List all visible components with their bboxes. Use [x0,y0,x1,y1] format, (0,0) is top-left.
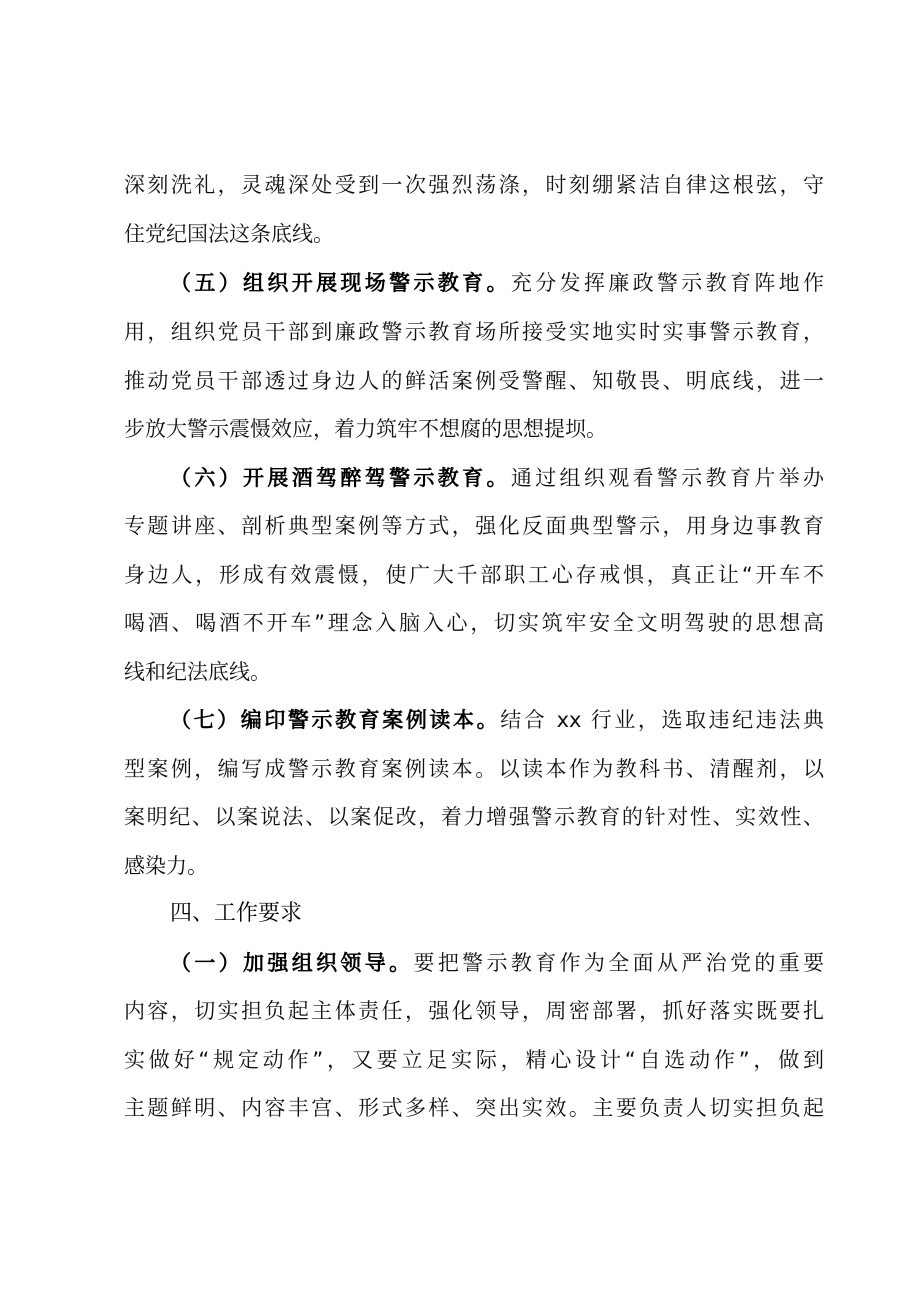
paragraph-3-line-1-text: 通过组织观看警示教育片举办 [510,466,825,490]
paragraph-4-line-2: 型案例，编写成警示教育案例读本。以读本作为教科书、清醒剂，以 [124,757,824,781]
paragraph-3-heading: （六）开展酒驾醉驾警示教育。 [170,466,511,490]
paragraph-4-line-4: 感染力。 [124,854,208,878]
paragraph-3-line-4: 喝酒、喝酒不开车”理念入脑入心，切实筑牢安全文明驾驶的思想高 [124,611,824,635]
paragraph-5-line-2: 内容，切实担负起主体责任，强化领导，周密部署，抓好落实既要扎 [124,999,824,1023]
paragraph-1-line-1: 深刻洗礼，灵魂深处受到一次强烈荡涤，时刻绷紧洁自律这根弦，守 [124,173,824,197]
paragraph-5-line-4: 主题鲜明、内容丰宫、形式多样、突出实效。主要负责人切实担负起 [124,1096,824,1120]
paragraph-4-line-1 [170,705,824,735]
paragraph-4-heading: （七）编印警示教育案例读本。 [170,708,501,732]
paragraph-1-line-2: 住党纪国法这条底线。 [124,222,334,246]
section-heading: 四、工作要求 [170,901,303,926]
paragraph-2-line-1 [170,268,824,298]
paragraph-4-line-1-text: 结合 xx 行业，选取违纪违法典 [500,708,824,732]
paragraph-5-line-1 [170,948,824,978]
paragraph-3-line-5: 线和纪法底线。 [124,660,271,684]
paragraph-3-line-3: 身边人，形成有效震慑，使广大千部职工心存戒惧，真正让“开车不 [124,563,824,587]
paragraph-2-line-4: 步放大警示震慑效应，着力筑牢不想腐的思想提坝。 [124,417,607,441]
paragraph-2-line-1-text: 充分发挥廉政警示教育阵地作 [510,271,825,295]
paragraph-5-heading: （一）加强组织领导。 [170,951,414,975]
paragraph-5-line-3: 实做好“规定动作”，又要立足实际，精心设计“自选动作”，做到 [124,1048,824,1072]
paragraph-3-line-1 [170,463,824,493]
paragraph-4-line-3: 案明纪、以案说法、以案促改，着力增强警示教育的针对性、实效性、 [124,805,824,829]
paragraph-2-line-3: 推动党员干部透过身边人的鲜活案例受警醒、知敬畏、明底线，进一 [124,369,824,393]
paragraph-3-line-2: 专题讲座、剖析典型案例等方式，强化反面典型警示，用身边事教育 [124,514,824,538]
paragraph-5-line-1-text: 要把警示教育作为全面从严治党的重要 [413,951,825,975]
paragraph-2-line-2: 用，组织党员干部到廉政警示教育场所接受实地实时实事警示教育， [124,320,824,344]
paragraph-2-heading: （五）组织开展现场警示教育。 [170,271,511,295]
